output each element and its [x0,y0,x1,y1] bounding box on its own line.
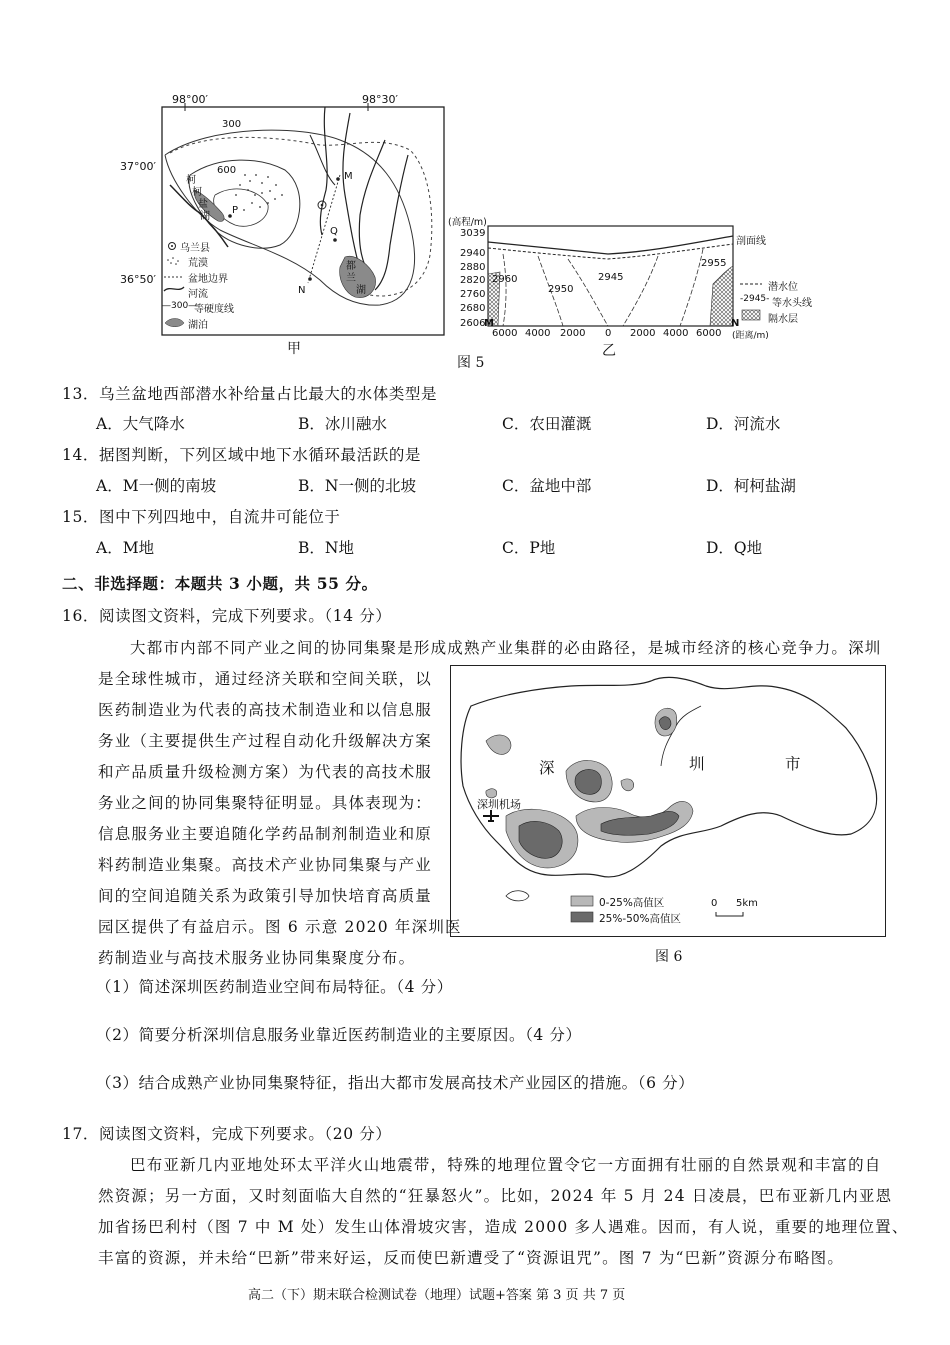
point-p-label: P [232,205,239,216]
legend-basin: 盆地边界 [188,274,228,285]
legend-wulan: 乌兰县 [180,243,210,254]
profile-m-end: M [484,318,494,329]
q16-para-line: 间的空间追随关系为政策引导加快培育高质量 [98,887,433,905]
figure-5-profile [448,214,828,344]
map-label-zhen: 圳 [689,755,706,773]
river-4 [375,155,408,290]
scale-zero: 0 [711,898,718,909]
q13-option-a: A．大气降水 [96,415,185,433]
legend-low: 0-25%高值区 [599,897,665,909]
q14-option-c: C．盆地中部 [502,477,592,495]
figure-5-map-caption: 甲 [287,341,301,357]
profile-x-unit: (距离/m) [732,331,769,341]
q16-para-line: 医药制造业为代表的高技术制造业和以信息服 [98,701,433,719]
q16-sub-3: （3）结合成熟产业协同集聚特征，指出大都市发展高技术产业园区的措施。（6 分） [96,1074,695,1092]
profile-x-tick: 6000 [492,328,518,339]
head-label-2955: 2955 [701,258,727,269]
q16-para-line: 药制造业与高技术服务业协同集聚度分布。 [98,949,416,967]
q17-para-line: 巴布亚新几内亚地处环太平洋火山地震带，特殊的地理位置令它一方面拥有壮丽的自然景观和丰富的自 [130,1156,882,1174]
river-2 [343,113,362,275]
head-label-2950: 2950 [548,284,574,295]
figure-5-profile-caption: 乙 [602,343,616,359]
figure-6-caption: 图 6 [655,949,683,965]
point-m-label: M [344,171,353,182]
isoline-label-300: 300 [222,119,242,130]
profile-y-tick: 2880 [460,262,486,273]
legend-iso-num: —300— [162,301,198,311]
q16-para-line: 大都市内部不同产业之间的协同集聚是形成成熟产业集群的必由路径，是城市经济的核心竞争力。深圳 [130,639,882,657]
head-label-2960: 2960 [492,274,518,285]
q17-para-line: 然资源；另一方面，又时刻面临大自然的“狂暴怒火”。比如，2024 年 5 月 24 日凌晨，巴布亚新几内亚恩 [98,1187,893,1205]
profile-y-title: (高程/m) [448,217,487,228]
profile-n-end: N [731,318,740,329]
q17-stem: 17．阅读图文资料，完成下列要求。（20 分） [62,1125,392,1143]
map-lat-top: 37°00′ [120,160,156,173]
map-label-shi: 市 [785,755,802,773]
map-lat-bottom: 36°50′ [120,273,156,286]
head-label-2945: 2945 [598,272,624,283]
profile-y-tick: 3039 [460,228,486,239]
river-3 [359,140,385,275]
profile-x-tick: 6000 [696,328,722,339]
legend-lake: 湖泊 [188,320,208,331]
q17-para-line: 丰富的资源，并未给“巴新”带来好运，反而使巴新遭受了“资源诅咒”。图 7 为“巴新”资源分布略图。 [98,1249,845,1267]
isoline-label-600: 600 [217,165,237,176]
map-label-shen: 深 [539,759,556,777]
q16-stem: 16．阅读图文资料，完成下列要求。（14 分） [62,607,392,625]
q15-option-b: B．N地 [298,539,354,557]
map-lon-left: 98°00′ [172,93,208,106]
q15-option-c: C．P地 [502,539,556,557]
scale-km: 5km [736,898,758,909]
legend-river: 河流 [188,289,208,300]
legend-desert: 荒漠 [188,258,208,269]
q13-option-b: B．冰川融水 [298,415,387,433]
figure-5-map [120,93,450,340]
q13-stem: 13．乌兰盆地西部潜水补给量占比最大的水体类型是 [62,385,438,403]
figure-6-map [450,665,886,937]
q16-sub-2: （2）简要分析深圳信息服务业靠近医药制造业的主要原因。（4 分） [96,1026,582,1044]
legend-high: 25%-50%高值区 [599,913,681,925]
q16-para-line: 信息服务业主要追随化学药品制剂制造业和原 [98,825,433,843]
profile-x-tick: 4000 [525,328,551,339]
legend-isoline: 等硬度线 [194,304,234,315]
profile-x-tick: 2000 [560,328,586,339]
figure-5-title: 图 5 [457,355,485,371]
section-2-heading: 二、非选择题：本题共 3 小题，共 55 分。 [62,574,378,593]
q15-stem: 15．图中下列四地中，自流井可能位于 [62,508,341,526]
q16-para-line: 园区提供了有益启示。图 6 示意 2020 年深圳医 [98,918,462,936]
legend-aquiclude: 隔水层 [768,314,798,325]
page-footer: 高二（下）期末联合检测试卷（地理）试题+答案 第 3 页 共 7 页 [248,1288,626,1303]
q16-para-line: 务业（主要提供生产过程自动化升级解决方案 [98,732,433,750]
q15-option-d: D．Q地 [706,539,763,557]
q14-option-d: D．柯柯盐湖 [706,477,796,495]
profile-y-tick: 2606 [460,318,486,329]
q13-option-c: C．农田灌溉 [502,415,592,433]
map-lon-right: 98°30′ [362,93,398,106]
q13-option-d: D．河流水 [706,415,781,433]
q15-option-a: A．M地 [96,539,155,557]
desert-dots [235,174,283,211]
legend-water-table: 潜水位 [768,282,798,293]
profile-line-label: 剖面线 [736,236,766,247]
q14-stem: 14．据图判断，下列区域中地下水循环最活跃的是 [62,446,422,464]
q16-para-line: 和产品质量升级检测方案）为代表的高技术服 [98,763,433,781]
q17-para-line: 加省扬巴利村（图 7 中 M 处）发生山体滑坡灾害，造成 2000 多人遇难。因而，有人说，重要的地理位置、 [98,1218,909,1236]
profile-y-tick: 2680 [460,303,486,314]
q16-para-line: 务业之间的协同集聚特征明显。具体表现为： [98,794,433,812]
q14-option-a: A．M一侧的南坡 [96,477,217,495]
q14-option-b: B．N一侧的北坡 [298,477,416,495]
profile-y-tick: 2940 [460,248,486,259]
legend-head-num: -2945- [740,294,770,304]
profile-x-tick: 4000 [663,328,689,339]
airport-label: 深圳机场 [477,798,521,811]
q16-para-line: 是全球性城市，通过经济关联和空间关联，以 [98,670,433,688]
dulan-lake-label: 都 兰 湖 [346,261,366,296]
keke-lake-label: 柯 柯 盐 湖 [186,175,210,222]
q16-para-line: 料药制造业集聚。高技术产业协同集聚与产业 [98,856,433,874]
profile-y-tick: 2760 [460,289,486,300]
profile-x-tick: 2000 [630,328,656,339]
profile-y-tick: 2820 [460,275,486,286]
legend-head-line: 等水头线 [772,298,812,309]
point-n-label: N [298,285,306,296]
point-q-label: Q [330,226,338,237]
q16-sub-1: （1）简述深圳医药制造业空间布局特征。（4 分） [96,978,453,996]
profile-x-tick: 0 [605,328,612,339]
